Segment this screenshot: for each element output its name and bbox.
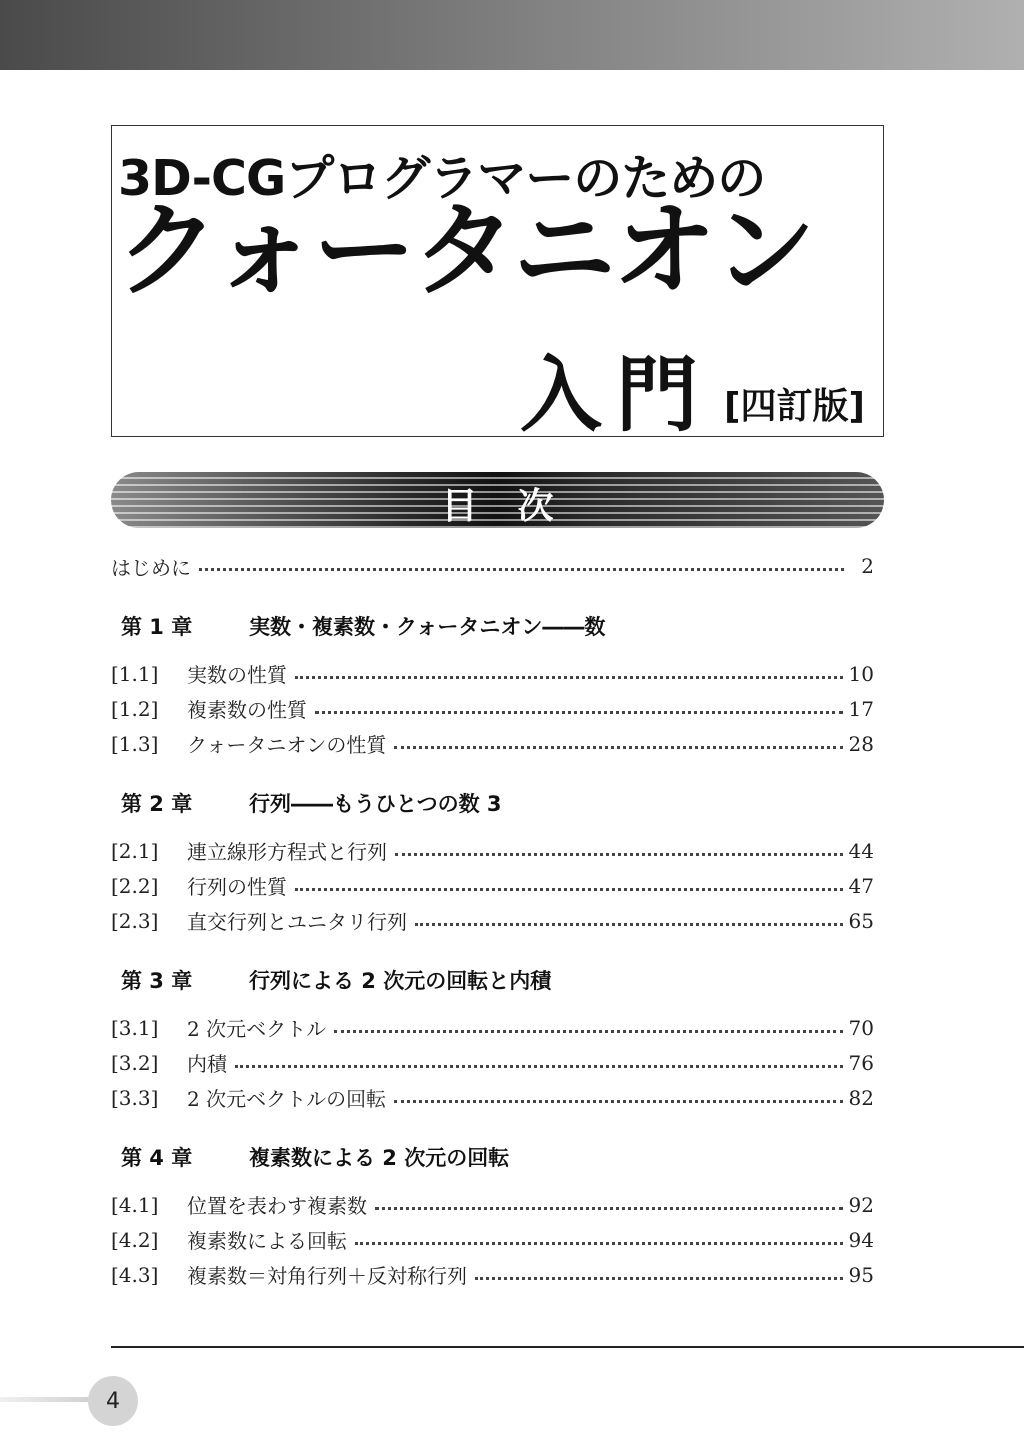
toc-entry-page: 47: [848, 873, 874, 898]
toc-entry[interactable]: [111, 1080, 874, 1115]
toc-entry-label: 2 次元ベクトルの回転: [187, 1087, 387, 1111]
leader-dots: [475, 1276, 843, 1280]
section-number: [2.1]: [111, 838, 159, 863]
toc-entry-label: 位置を表わす複素数: [187, 1194, 367, 1218]
toc-entry-label: 実数の性質: [187, 663, 287, 687]
toc-entry-page: 2: [861, 554, 874, 578]
toc-entry-page: 70: [848, 1015, 874, 1040]
toc-entry-page: 95: [848, 1262, 874, 1287]
toc-entry-label: はじめに: [111, 555, 191, 580]
toc-entry[interactable]: [111, 1045, 874, 1080]
toc-entry-label: 2 次元ベクトル: [187, 1017, 327, 1041]
book-title-box: [111, 125, 884, 443]
toc-entry[interactable]: [111, 656, 874, 691]
section-number: [3.3]: [111, 1085, 159, 1110]
toc-entry-page: 82: [848, 1085, 874, 1110]
toc-entry-page: 76: [848, 1050, 874, 1075]
section-number: [1.1]: [111, 661, 159, 686]
leader-dots: [295, 887, 843, 891]
toc-entry-page: 65: [848, 908, 874, 933]
chapter-heading-2[interactable]: [111, 785, 874, 821]
toc-entry-page: 28: [848, 731, 874, 756]
header-band: [0, 0, 1024, 70]
page-number: 4: [88, 1376, 138, 1426]
toc-entry[interactable]: [111, 833, 874, 868]
section-number: [2.2]: [111, 873, 159, 898]
toc-entry[interactable]: [111, 726, 874, 761]
toc-entry[interactable]: [111, 903, 874, 938]
chapter-heading-3[interactable]: [111, 962, 874, 998]
leader-dots: [415, 922, 843, 926]
book-title-main: クォータニオン: [116, 191, 813, 311]
leader-dots: [334, 1029, 842, 1033]
section-number: [3.2]: [111, 1050, 159, 1075]
toc-entry-label: 連立線形方程式と行列: [187, 840, 387, 864]
leader-dots: [355, 1241, 843, 1245]
toc-entry-page: 92: [848, 1192, 874, 1217]
toc-entry[interactable]: [111, 691, 874, 726]
toc-banner: [111, 472, 884, 528]
book-title-line1: 3D-CGプログラマーのための: [118, 150, 766, 207]
leader-dots: [375, 1206, 843, 1210]
toc-entry[interactable]: [111, 1187, 874, 1222]
edition-label: [四訂版]: [724, 386, 865, 427]
toc-entry-page: 17: [848, 696, 874, 721]
leader-dots: [199, 567, 844, 571]
toc-entry-label: 行列の性質: [187, 875, 287, 899]
chapter-title: 実数・複素数・クォータニオン――数: [249, 615, 606, 639]
toc-entry-label: 複素数＝対角行列＋反対称行列: [187, 1264, 467, 1288]
book-title-line3: 入門: [520, 347, 713, 443]
footer-rule: [111, 1346, 1024, 1348]
toc-entry-label: 内積: [187, 1052, 227, 1076]
footer-bar: [0, 1397, 96, 1402]
chapter-number: 第 4 章: [121, 1146, 193, 1170]
toc-entry-page: 94: [848, 1227, 874, 1252]
chapter-title: 複素数による 2 次元の回転: [249, 1146, 510, 1170]
chapter-number: 第 2 章: [121, 792, 193, 816]
toc-entry-label: 直交行列とユニタリ行列: [187, 910, 407, 934]
section-number: [1.2]: [111, 696, 159, 721]
chapter-title: 行列――もうひとつの数 3: [249, 792, 502, 816]
chapter-title: 行列による 2 次元の回転と内積: [249, 969, 552, 993]
leader-dots: [235, 1064, 843, 1068]
section-number: [3.1]: [111, 1015, 159, 1040]
toc-entry-page: 10: [848, 661, 874, 686]
chapter-number: 第 1 章: [121, 615, 193, 639]
toc-entry[interactable]: [111, 1010, 874, 1045]
toc-entry-label: 複素数の性質: [187, 698, 307, 722]
leader-dots: [315, 710, 843, 714]
toc-heading: 目次: [441, 486, 594, 527]
toc-entry[interactable]: [111, 1257, 874, 1292]
leader-dots: [394, 745, 842, 749]
toc-entry[interactable]: [111, 868, 874, 903]
section-number: [2.3]: [111, 908, 159, 933]
chapter-heading-1[interactable]: [111, 608, 874, 644]
table-of-contents: [111, 548, 874, 1292]
leader-dots: [295, 675, 843, 679]
section-number: [1.3]: [111, 731, 159, 756]
toc-entry-label: クォータニオンの性質: [187, 733, 387, 757]
toc-entry-label: 複素数による回転: [187, 1229, 347, 1253]
toc-entry[interactable]: [111, 1222, 874, 1257]
section-number: [4.3]: [111, 1262, 159, 1287]
chapter-number: 第 3 章: [121, 969, 193, 993]
toc-entry-page: 44: [848, 838, 874, 863]
leader-dots: [394, 1099, 842, 1103]
section-number: [4.1]: [111, 1192, 159, 1217]
leader-dots: [395, 852, 843, 856]
chapter-heading-4[interactable]: [111, 1139, 874, 1175]
toc-entry-intro[interactable]: [111, 548, 874, 584]
section-number: [4.2]: [111, 1227, 159, 1252]
